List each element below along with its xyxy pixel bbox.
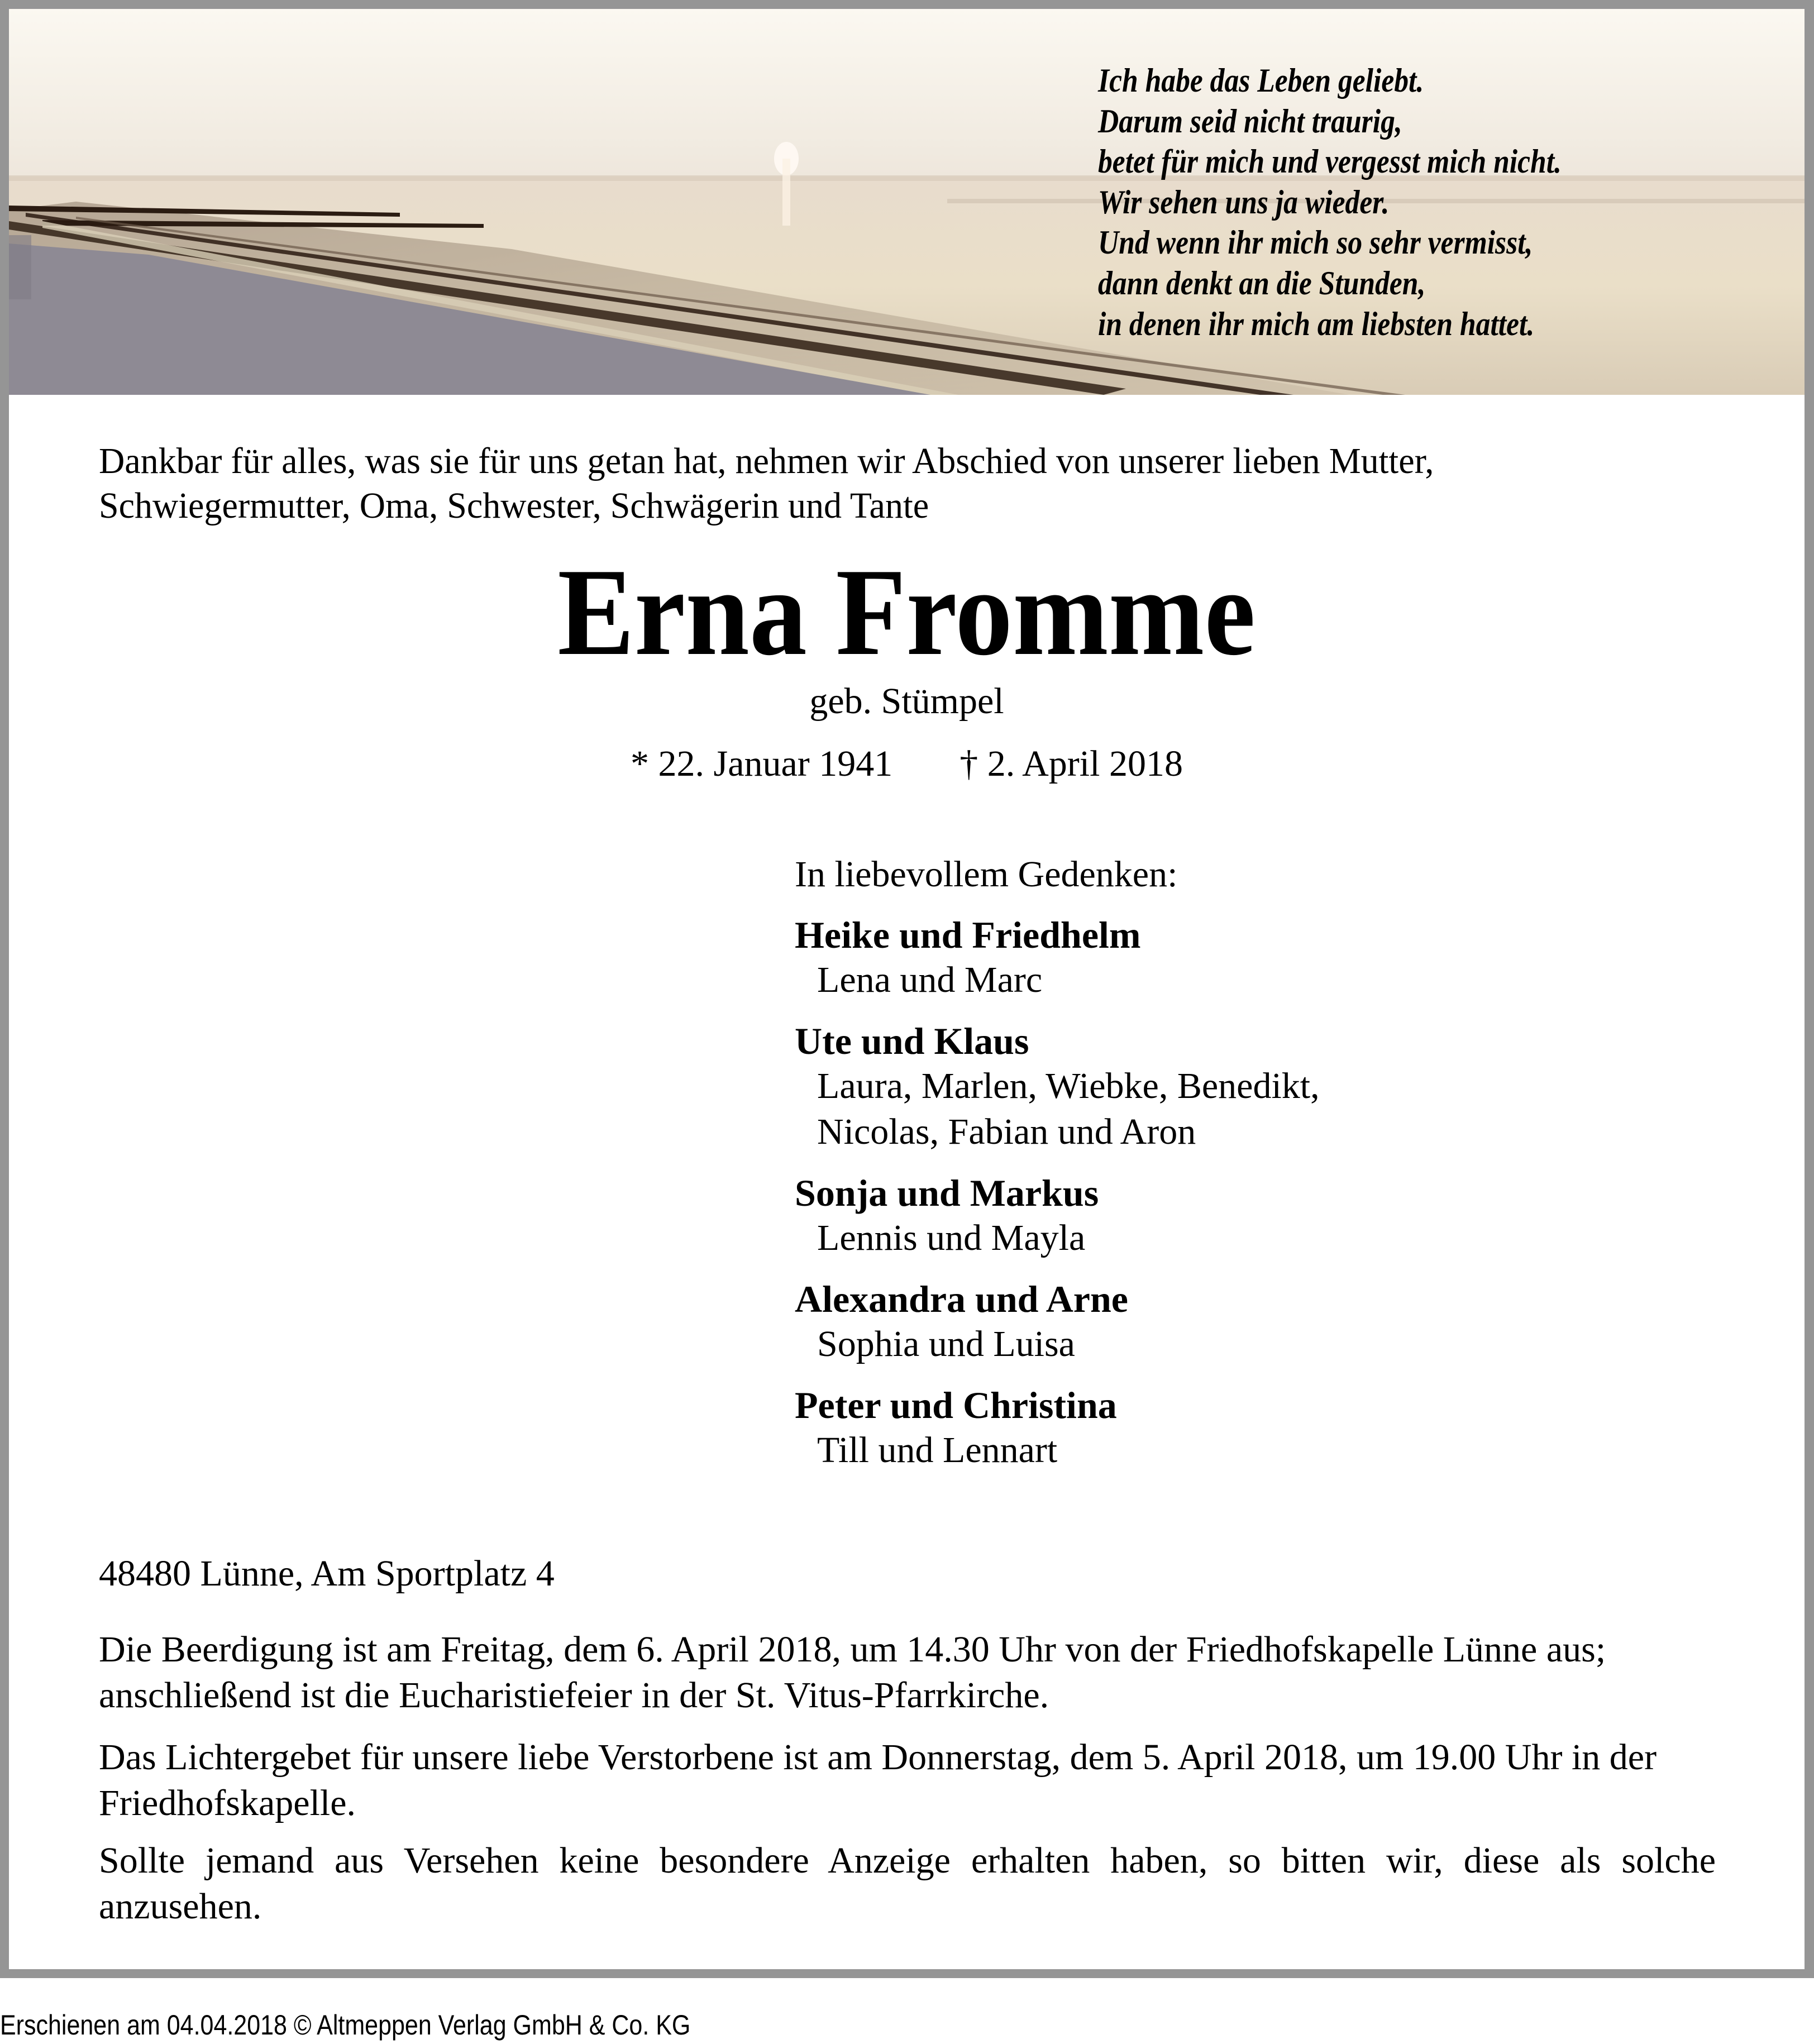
poem xyxy=(1098,60,1637,344)
mourner-group xyxy=(795,1019,1320,1155)
poem-line: dann denkt an die Stunden, xyxy=(1098,264,1426,302)
birth-date: * 22. Januar 1941 xyxy=(631,743,893,784)
family-address: 48480 Lünne, Am Sportplatz 4 xyxy=(99,1553,555,1594)
closing-note: Sollte jemand aus Versehen keine besondere Anzeige erhalten haben, so bitten wir, diese als solche anzusehen. xyxy=(99,1840,1716,1927)
mourners-list xyxy=(795,852,1320,1489)
mourner-group xyxy=(795,1383,1320,1473)
mourner-group-children: Lennis und Mayla xyxy=(817,1217,1086,1258)
life-dates xyxy=(9,742,1805,786)
mourner-group xyxy=(795,1171,1320,1261)
mourner-group-head: Ute und Klaus xyxy=(795,1020,1029,1062)
poem-line: Darum seid nicht traurig, xyxy=(1098,102,1402,140)
mourners-heading: In liebevollem Gedenken: xyxy=(795,854,1178,895)
prayer-notice: Das Lichtergebet für unsere liebe Verstorbene ist am Donnerstag, dem 5. April 2018, um 19.00 Uhr in der Friedhofskapelle. xyxy=(99,1737,1657,1823)
intro-text xyxy=(99,439,1434,528)
intro-line: Schwiegermutter, Oma, Schwester, Schwägerin und Tante xyxy=(99,485,929,526)
mourner-group-children: Till und Lennart xyxy=(817,1430,1058,1470)
deceased-name xyxy=(9,545,1805,679)
funeral-notice: Die Beerdigung ist am Freitag, dem 6. April 2018, um 14.30 Uhr von der Friedhofskapelle Lünne aus; anschließend ist die Eucharistiefeier in der St. Vitus-Pfarrkirche. xyxy=(99,1629,1606,1716)
obituary-sheet xyxy=(9,9,1805,1969)
mourner-group-head: Alexandra und Arne xyxy=(795,1278,1128,1320)
mourner-group xyxy=(795,1277,1320,1367)
mourner-group-children: Nicolas, Fabian und Aron xyxy=(817,1111,1196,1152)
header-photo-seascape xyxy=(9,9,1805,395)
mourner-group xyxy=(795,913,1320,1003)
death-date: † 2. April 2018 xyxy=(959,743,1183,784)
poem-line: Ich habe das Leben geliebt. xyxy=(1098,62,1424,99)
mourner-group-children: Lena und Marc xyxy=(817,959,1043,1000)
publication-footer: Erschienen am 04.04.2018 © Altmeppen Verlag GmbH & Co. KG xyxy=(0,2009,691,2041)
maiden-name: geb. Stümpel xyxy=(809,681,1004,722)
poem-line: Wir sehen uns ja wieder. xyxy=(1098,183,1390,221)
mourner-group-head: Peter und Christina xyxy=(795,1384,1117,1426)
poem-line: betet für mich und vergesst mich nicht. xyxy=(1098,143,1562,180)
mourner-group-head: Heike und Friedhelm xyxy=(795,914,1141,956)
poem-line: Und wenn ihr mich so sehr vermisst, xyxy=(1098,224,1533,261)
poem-line: in denen ihr mich am liebsten hattet. xyxy=(1098,305,1535,342)
intro-line: Dankbar für alles, was sie für uns getan hat, nehmen wir Abschied von unserer lieben Mutter, xyxy=(99,441,1434,481)
mourner-group-children: Sophia und Luisa xyxy=(817,1324,1075,1364)
mourner-group-head: Sonja und Markus xyxy=(795,1172,1099,1214)
mourner-group-children: Laura, Marlen, Wiebke, Benedikt, xyxy=(817,1066,1320,1106)
deceased-name-text: Erna Fromme xyxy=(557,543,1256,681)
